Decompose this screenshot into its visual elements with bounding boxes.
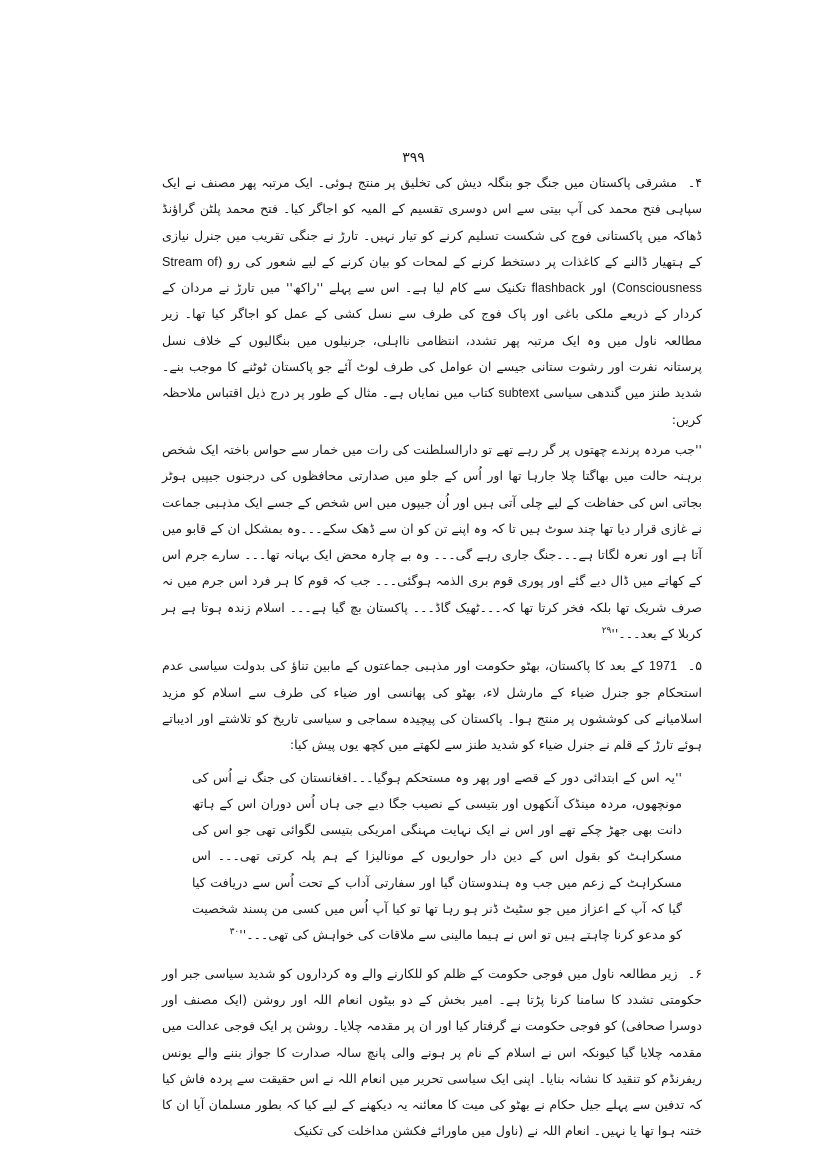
- paragraph-5: [162, 653, 702, 758]
- paragraph-6: [162, 961, 702, 1145]
- paragraph-text: مشرقی پاکستان میں جنگ جو بنگلہ دیش کی تخلیق پر منتج ہوئی۔ ایک مرتبہ پھر مصنف نے ایک سپاہی فتح محمد کی آپ بیتی سے اس دوسری تقسیم کے المیہ کو اجاگر کیا۔ فتح محمد پلٹن گراؤنڈ ڈھاکہ میں پاکستانی فوج کی شکست تسلیم کرنے کو تیار نہیں۔ تارڑ نے جنگی تقریب میں جنرل نیازی کے ہتھیار ڈالنے کے کاغذات پر دستخط کرنے کے لمحات کو بیان کرنے کے لیے شعور کی رو (: [162, 175, 702, 269]
- quotation-1: [162, 437, 702, 647]
- page-body: [162, 170, 702, 1145]
- footnote-ref: ۲۹: [601, 625, 612, 636]
- english-term: subtext: [498, 386, 539, 401]
- paragraph-4: [162, 170, 702, 433]
- paragraph-text: ) اور: [590, 280, 617, 296]
- footnote-ref: ۳۰: [229, 927, 240, 938]
- paragraph-number: ۶۔: [687, 965, 702, 981]
- paragraph-text: تکنیک سے کام لیا ہے۔ اس سے پہلے ''راکھ'' میں تارڑ نے مردان کے کردار کے ذریعے ملکی باغی اور پاک فوج کی طرف سے نسل کشی کے عمل کو اجاگر کیا تھا۔ زیر مطالعہ ناول میں وہ ایک مرتبہ پھر تشدد، انتظامی نااہلی، جرنیلوں میں بنگالیوں کے خلاف نسل پرستانہ نفرت اور رشوت ستانی جیسے ان عوامل کی طرف لوٹ آئے جو پاکستان ٹوٹنے کا موجب بنے۔ شدید طنز میں گندھی سیاسی: [162, 280, 702, 401]
- year: 1971: [648, 659, 677, 674]
- quotation-text: ''یہ اس کے ابتدائی دور کے قصے اور پھر وہ مستحکم ہوگیا۔۔۔افغانستان کی جنگ نے اُس کی مونچھوں، مردہ مینڈک آنکھوں اور بتیسی کے نصیب جگا دیے جی ہاں اُس دوران اس کے ہاتھ دانت بھی جھڑ چکے تھے اور اس نے ایک نہایت مہنگی امریکی بتیسی لگوائی تھی جو اس کی مسکراہٹ کو بقول اس کے دین دار حواریوں کے مونالیزا کے ہم پلہ کرتی تھی۔۔۔ اس مسکراہٹ کے زعم میں جب وہ ہندوستان گیا اور سفارتی آداب کے تحت اُس سے دریافت کیا گیا کہ آپ کے اعزاز میں جو سٹیٹ ڈنر ہو رہا تھا تو کیا آپ اُس میں کسی من پسند شخصیت کو مدعو کرنا چاہتے ہیں تو اس نے ہیما مالینی سے ملاقات کی خواہش کی تھی۔۔۔'': [192, 769, 682, 943]
- english-term: flashback: [531, 281, 585, 296]
- paragraph-number: ۴۔: [687, 175, 702, 190]
- paragraph-text: کے بعد کا پاکستان، بھٹو حکومت اور مذہبی جماعتوں کے مابین تناؤ کی بدولت سیاسی عدم استحکام جو جنرل ضیاء کے مارشل لاء، بھٹو کی پھانسی اور ضیاء کی طرف سے اسلام کو مزید اسلامیانے کی کوششوں پر منتج ہوا۔ پاکستان کی پیچیدہ سماجی و سیاسی تاریخ کو تلاشتے اور ادیباتے ہوئے تارڑ کے قلم نے جنرل ضیاء کو شدید طنز سے لکھتے میں کچھ یوں پیش کیا:: [162, 658, 702, 753]
- paragraph-text: کتاب میں نمایاں ہے۔ مثال کے طور پر درج ذیل اقتباس ملاحظہ کریں:: [162, 385, 702, 427]
- paragraph-text: زیر مطالعہ ناول میں فوجی حکومت کے ظلم کو للکارنے والے وہ کرداروں کو شدید سیاسی جبر اور حکومتی تشدد کا سامنا کرنا پڑتا ہے۔ امیر بخش کے دو بیٹوں انعام اللہ اور روشن (ایک مصنف اور دوسرا صحافی) کو فوجی حکومت نے گرفتار کیا اور ان پر مقدمہ چلایا۔ روشن پر ایک فوجی عدالت میں مقدمہ چلایا گیا کیونکہ اس نے اسلام کے نام پر ہونے والی پانچ سالہ صدارت کا جواز بننے والے یونس ریفرنڈم کو تنقید کا نشانہ بنایا۔ اپنی ایک سیاسی تحریر میں انعام اللہ نے اس حقیقت سے پردہ فاش کیا کہ تدفین سے پہلے جیل حکام نے بھٹو کی میت کا معائنہ یہ دیکھنے کے لیے کیا کہ بطور مسلمان آیا ان کا ختنہ ہوا تھا یا نہیں۔ انعام اللہ نے (ناول میں ماورائے فکشن مداخلت کی تکنیک: [162, 965, 702, 1139]
- paragraph-number: ۵۔: [687, 658, 702, 674]
- quotation-text: ''جب مردہ پرندے چھتوں پر گر رہے تھے تو دارالسلطنت کی رات میں خمار سے حواس باختہ ایک شخص برہنہ حالت میں بھاگتا چلا جارہا تھا اور اُس کے جلو میں صدارتی محافظوں کی درجنوں جیپیں ہوٹر بجاتی اس کی حفاظت کے لیے چلی آتی ہیں اور اُن جیپوں میں اس شخص کے جسے ایک مذہبی جماعت نے غازی قرار دیا تھا چند سوٹ ہیں تا کہ وہ اپنے تن کو ان سے ڈھک سکے۔۔۔وہ بمشکل ان کے قابو میں آتا ہے اور نعرہ لگاتا ہے۔۔۔جنگ جاری رہے گی۔۔۔ وہ بے چارہ محض ایک بہانہ تھا۔۔۔ سارے جرم اس کے کھاتے میں ڈال دیے گئے اور پوری قوم بری الذمہ ہوگئی۔۔۔ جب کہ قوم کا ہر فرد اس جرم میں نہ صرف شریک تھا بلکہ فخر کرتا تھا کہ۔۔۔ٹھیک گاڈ۔۔۔ پاکستان بچ گیا ہے۔۔۔ اسلام زندہ ہوتا ہے ہر کربلا کے بعد۔۔۔'': [162, 441, 702, 642]
- quotation-2: [192, 765, 682, 949]
- page-number: ۳۹۹: [402, 150, 425, 166]
- english-term: Stream of Consciousness: [162, 254, 702, 296]
